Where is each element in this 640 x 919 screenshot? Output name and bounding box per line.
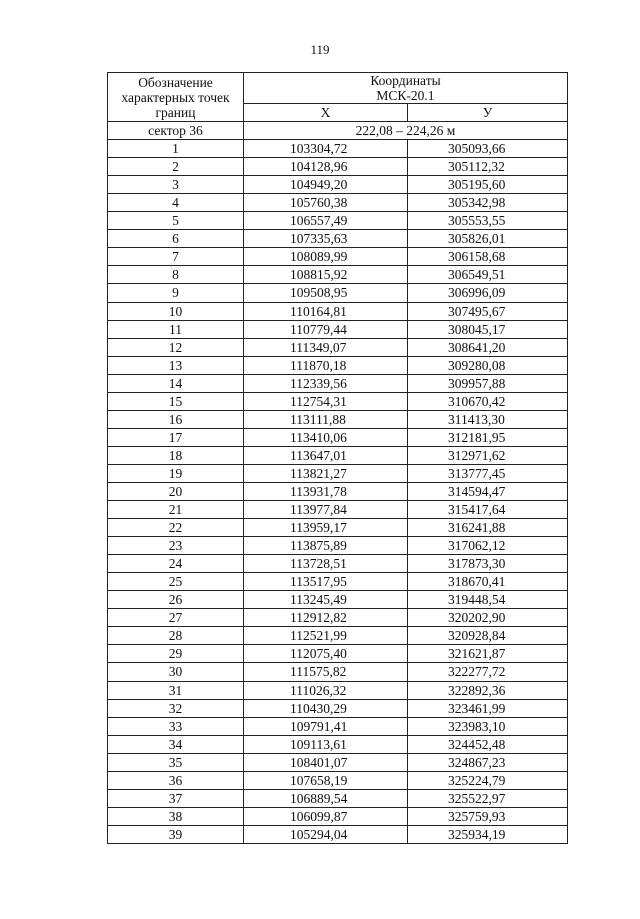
point-number-cell: 7 xyxy=(108,248,244,266)
x-coordinate-cell: 110779,44 xyxy=(244,320,408,338)
x-coordinate-cell: 113977,84 xyxy=(244,501,408,519)
x-coordinate-cell: 112339,56 xyxy=(244,374,408,392)
x-coordinate-cell: 113959,17 xyxy=(244,519,408,537)
table-row xyxy=(108,284,568,302)
sector-row xyxy=(108,122,568,140)
table-row xyxy=(108,609,568,627)
point-number-cell: 14 xyxy=(108,374,244,392)
point-number-cell: 30 xyxy=(108,663,244,681)
table-row xyxy=(108,230,568,248)
table-row xyxy=(108,482,568,500)
y-coordinate-cell: 323983,10 xyxy=(408,717,568,735)
table-row xyxy=(108,735,568,753)
point-number-cell: 38 xyxy=(108,807,244,825)
x-coordinate-cell: 110164,81 xyxy=(244,302,408,320)
table-row xyxy=(108,753,568,771)
table-row xyxy=(108,627,568,645)
point-number-cell: 16 xyxy=(108,410,244,428)
page-number: 119 xyxy=(310,42,330,57)
designation-header-line-2: характерных точек xyxy=(121,89,230,105)
point-number-cell: 15 xyxy=(108,392,244,410)
point-number-cell: 23 xyxy=(108,537,244,555)
y-coordinate-cell: 323461,99 xyxy=(408,699,568,717)
table-row xyxy=(108,501,568,519)
y-coordinate-cell: 305112,32 xyxy=(408,158,568,176)
x-coordinate-cell: 112754,31 xyxy=(244,392,408,410)
table-row xyxy=(108,320,568,338)
table-row xyxy=(108,573,568,591)
y-coordinate-cell: 311413,30 xyxy=(408,410,568,428)
point-number-cell: 32 xyxy=(108,699,244,717)
x-coordinate-cell: 105760,38 xyxy=(244,194,408,212)
y-coordinate-cell: 315417,64 xyxy=(408,501,568,519)
point-number-cell: 9 xyxy=(108,284,244,302)
point-number-cell: 29 xyxy=(108,645,244,663)
y-coordinate-cell: 308045,17 xyxy=(408,320,568,338)
x-coordinate-cell: 113410,06 xyxy=(244,428,408,446)
point-number-cell: 26 xyxy=(108,591,244,609)
y-coordinate-cell: 312971,62 xyxy=(408,446,568,464)
point-number-cell: 35 xyxy=(108,753,244,771)
point-number-cell: 17 xyxy=(108,428,244,446)
x-coordinate-cell: 113728,51 xyxy=(244,555,408,573)
table-row xyxy=(108,645,568,663)
y-coordinate-cell: 305342,98 xyxy=(408,194,568,212)
y-coordinate-cell: 309280,08 xyxy=(408,356,568,374)
table-row xyxy=(108,717,568,735)
x-coordinate-cell: 109113,61 xyxy=(244,735,408,753)
table-row xyxy=(108,356,568,374)
x-coordinate-cell: 106557,49 xyxy=(244,212,408,230)
y-coordinate-cell: 305093,66 xyxy=(408,140,568,158)
table-row xyxy=(108,825,568,843)
point-number-cell: 4 xyxy=(108,194,244,212)
table-row xyxy=(108,194,568,212)
y-coordinate-cell: 320202,90 xyxy=(408,609,568,627)
point-number-cell: 8 xyxy=(108,266,244,284)
x-coordinate-cell: 105294,04 xyxy=(244,825,408,843)
x-coordinate-cell: 107658,19 xyxy=(244,771,408,789)
coordinates-table xyxy=(107,72,568,844)
y-coordinate-cell: 317062,12 xyxy=(408,537,568,555)
table-row xyxy=(108,789,568,807)
point-number-cell: 24 xyxy=(108,555,244,573)
table-row xyxy=(108,212,568,230)
point-number-cell: 3 xyxy=(108,176,244,194)
x-coordinate-cell: 113111,88 xyxy=(244,410,408,428)
table-row xyxy=(108,428,568,446)
y-coordinate-cell: 325224,79 xyxy=(408,771,568,789)
y-coordinate-cell: 321621,87 xyxy=(408,645,568,663)
table-row xyxy=(108,248,568,266)
point-number-cell: 22 xyxy=(108,519,244,537)
x-coordinate-cell: 111575,82 xyxy=(244,663,408,681)
point-number-cell: 31 xyxy=(108,681,244,699)
y-coordinate-cell: 305553,55 xyxy=(408,212,568,230)
x-coordinate-cell: 113875,89 xyxy=(244,537,408,555)
y-coordinate-cell: 313777,45 xyxy=(408,464,568,482)
table-row xyxy=(108,392,568,410)
point-number-cell: 13 xyxy=(108,356,244,374)
y-coordinate-cell: 305195,60 xyxy=(408,176,568,194)
y-coordinate-cell: 316241,88 xyxy=(408,519,568,537)
y-coordinate-cell: 305826,01 xyxy=(408,230,568,248)
point-number-cell: 27 xyxy=(108,609,244,627)
table-row xyxy=(108,663,568,681)
designation-header-line-1: Обозначение xyxy=(138,74,213,90)
y-coordinate-cell: 309957,88 xyxy=(408,374,568,392)
y-coordinate-cell: 314594,47 xyxy=(408,482,568,500)
point-number-cell: 6 xyxy=(108,230,244,248)
y-coordinate-cell: 322277,72 xyxy=(408,663,568,681)
table-row xyxy=(108,537,568,555)
point-number-cell: 12 xyxy=(108,338,244,356)
point-number-cell: 39 xyxy=(108,825,244,843)
y-coordinate-cell: 322892,36 xyxy=(408,681,568,699)
y-coordinate-cell: 306549,51 xyxy=(408,266,568,284)
point-number-cell: 37 xyxy=(108,789,244,807)
y-coordinate-cell: 308641,20 xyxy=(408,338,568,356)
point-number-cell: 5 xyxy=(108,212,244,230)
x-coordinate-cell: 111870,18 xyxy=(244,356,408,374)
point-number-cell: 21 xyxy=(108,501,244,519)
point-number-cell: 25 xyxy=(108,573,244,591)
coordinates-table-body xyxy=(108,73,568,844)
x-coordinate-cell: 104128,96 xyxy=(244,158,408,176)
x-coordinate-cell: 107335,63 xyxy=(244,230,408,248)
point-number-cell: 11 xyxy=(108,320,244,338)
x-coordinate-cell: 112521,99 xyxy=(244,627,408,645)
x-coordinate-cell: 108401,07 xyxy=(244,753,408,771)
coordinates-header-system: МСК-20.1 xyxy=(376,88,435,103)
x-coordinate-cell: 113821,27 xyxy=(244,464,408,482)
x-coordinate-cell: 109508,95 xyxy=(244,284,408,302)
y-coordinate-cell: 320928,84 xyxy=(408,627,568,645)
table-row xyxy=(108,410,568,428)
sector-range: 222,08 – 224,26 м xyxy=(244,122,568,140)
x-coordinate-cell: 113647,01 xyxy=(244,446,408,464)
point-number-cell: 20 xyxy=(108,482,244,500)
table-row xyxy=(108,771,568,789)
x-coordinate-cell: 104949,20 xyxy=(244,176,408,194)
sector-label: сектор 36 xyxy=(108,122,244,140)
y-coordinate-cell: 324452,48 xyxy=(408,735,568,753)
column-y-header: У xyxy=(408,104,568,122)
x-coordinate-cell: 111026,32 xyxy=(244,681,408,699)
table-row xyxy=(108,176,568,194)
table-row xyxy=(108,807,568,825)
table-row xyxy=(108,464,568,482)
x-coordinate-cell: 106099,87 xyxy=(244,807,408,825)
x-coordinate-cell: 108089,99 xyxy=(244,248,408,266)
table-row xyxy=(108,266,568,284)
y-coordinate-cell: 317873,30 xyxy=(408,555,568,573)
y-coordinate-cell: 318670,41 xyxy=(408,573,568,591)
table-row xyxy=(108,591,568,609)
table-row xyxy=(108,302,568,320)
x-coordinate-cell: 112075,40 xyxy=(244,645,408,663)
point-number-cell: 19 xyxy=(108,464,244,482)
table-row xyxy=(108,446,568,464)
x-coordinate-cell: 112912,82 xyxy=(244,609,408,627)
y-coordinate-cell: 312181,95 xyxy=(408,428,568,446)
y-coordinate-cell: 310670,42 xyxy=(408,392,568,410)
y-coordinate-cell: 306158,68 xyxy=(408,248,568,266)
y-coordinate-cell: 307495,67 xyxy=(408,302,568,320)
point-number-cell: 34 xyxy=(108,735,244,753)
coordinates-header-title: Координаты xyxy=(370,73,441,88)
point-number-cell: 10 xyxy=(108,302,244,320)
table-row xyxy=(108,140,568,158)
x-coordinate-cell: 113245,49 xyxy=(244,591,408,609)
y-coordinate-cell: 306996,09 xyxy=(408,284,568,302)
x-coordinate-cell: 108815,92 xyxy=(244,266,408,284)
x-coordinate-cell: 113517,95 xyxy=(244,573,408,591)
y-coordinate-cell: 325522,97 xyxy=(408,789,568,807)
point-number-cell: 18 xyxy=(108,446,244,464)
y-coordinate-cell: 325759,93 xyxy=(408,807,568,825)
coordinates-header xyxy=(244,73,568,104)
table-row xyxy=(108,374,568,392)
x-coordinate-cell: 106889,54 xyxy=(244,789,408,807)
point-number-cell: 28 xyxy=(108,627,244,645)
table-row xyxy=(108,158,568,176)
y-coordinate-cell: 319448,54 xyxy=(408,591,568,609)
table-row xyxy=(108,338,568,356)
designation-header-line-3: границ xyxy=(155,104,196,120)
point-number-cell: 36 xyxy=(108,771,244,789)
table-row xyxy=(108,555,568,573)
point-number-cell: 33 xyxy=(108,717,244,735)
x-coordinate-cell: 110430,29 xyxy=(244,699,408,717)
designation-header xyxy=(108,73,244,122)
x-coordinate-cell: 109791,41 xyxy=(244,717,408,735)
x-coordinate-cell: 113931,78 xyxy=(244,482,408,500)
point-number-cell: 2 xyxy=(108,158,244,176)
column-x-header: Х xyxy=(244,104,408,122)
y-coordinate-cell: 325934,19 xyxy=(408,825,568,843)
y-coordinate-cell: 324867,23 xyxy=(408,753,568,771)
x-coordinate-cell: 103304,72 xyxy=(244,140,408,158)
table-row xyxy=(108,681,568,699)
point-number-cell: 1 xyxy=(108,140,244,158)
table-row xyxy=(108,519,568,537)
x-coordinate-cell: 111349,07 xyxy=(244,338,408,356)
table-row xyxy=(108,699,568,717)
